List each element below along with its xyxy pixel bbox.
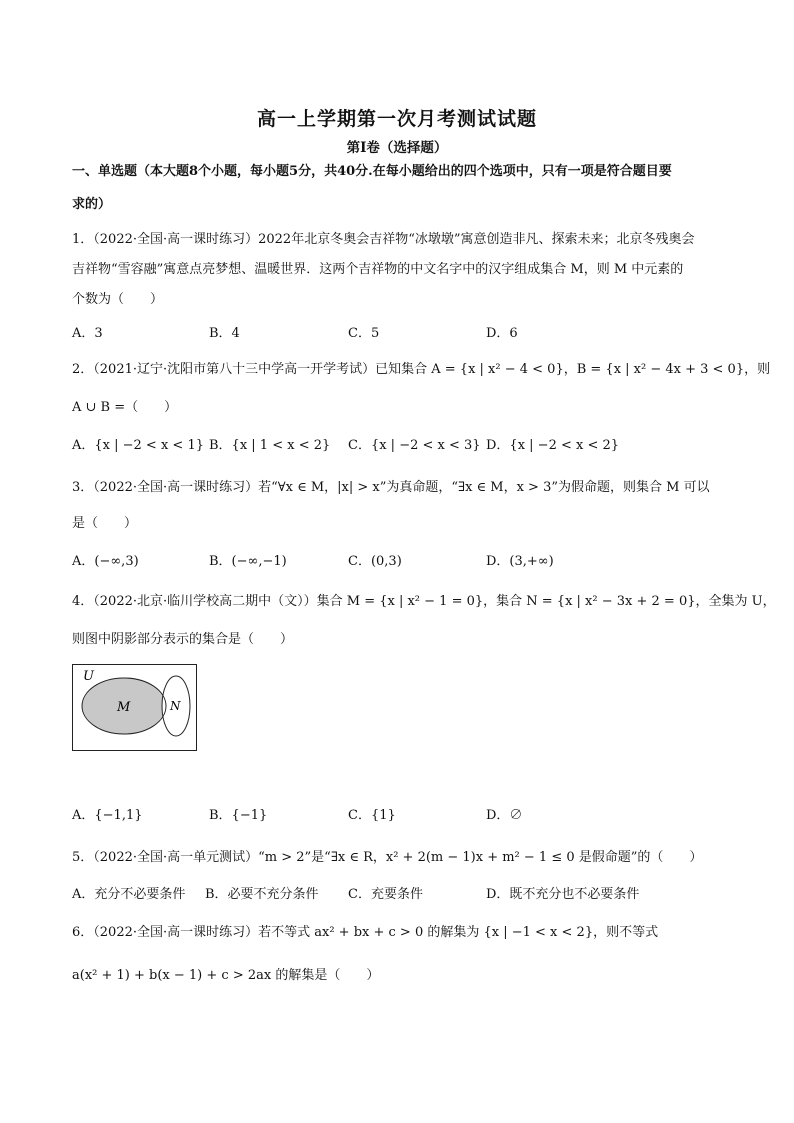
q1-line2: 吉祥物“雪容融”寓意点亮梦想、温暖世界．这两个吉祥物的中文名字中的汉字组成集合 M，则 M 中元素的 bbox=[72, 262, 684, 277]
venn-u-label: U bbox=[83, 669, 94, 684]
q5-option-a: A．充分不必要条件 bbox=[72, 887, 186, 902]
q2-option-d: D．{x | −2 < x < 2} bbox=[486, 438, 620, 453]
q2-option-c: C．{x | −2 < x < 3} bbox=[348, 438, 481, 453]
q2-line2: A ∪ B =（ ） bbox=[72, 400, 178, 415]
q4-line1: 4．（2022·北京·临川学校高二期中（文））集合 M = {x | x² − 1 = 0}，集合 N = {x | x² − 3x + 2 = 0}，全集为 U， bbox=[72, 594, 776, 609]
q6-line2: a(x² + 1) + b(x − 1) + c > 2ax 的解集是（ ） bbox=[72, 968, 380, 983]
q4-line2: 则图中阴影部分表示的集合是（ ） bbox=[72, 632, 294, 647]
q5-option-b: B．必要不充分条件 bbox=[205, 887, 319, 902]
q3-option-a: A．(−∞,3) bbox=[72, 554, 139, 569]
q4-option-d: D．∅ bbox=[486, 808, 523, 823]
q2-option-a: A．{x | −2 < x < 1} bbox=[72, 438, 204, 453]
q3-option-b: B．(−∞,−1) bbox=[209, 554, 287, 569]
q4-option-a: A．{−1,1} bbox=[72, 808, 143, 823]
q3-line2: 是（ ） bbox=[72, 516, 138, 531]
venn-m-label: M bbox=[117, 700, 131, 715]
section-heading-line1: 一、单选题（本大题8个小题，每小题5分，共40分.在每小题给出的四个选项中，只有一项是符合题目要 bbox=[72, 164, 672, 179]
q2-option-b: B．{x | 1 < x < 2} bbox=[209, 438, 331, 453]
page-subtitle: 第Ⅰ卷（选择题） bbox=[346, 140, 448, 156]
q2-line1: 2．（2021·辽宁·沈阳市第八十三中学高一开学考试）已知集合 A = {x | x² − 4 < 0}，B = {x | x² − 4x + 3 < 0}，则 bbox=[72, 362, 771, 377]
q3-option-c: C．(0,3) bbox=[348, 554, 402, 569]
venn-n-label: N bbox=[170, 699, 181, 713]
q6-line1: 6．（2022·全国·高一课时练习）若不等式 ax² + bx + c > 0 的解集为 {x | −1 < x < 2}，则不等式 bbox=[72, 925, 659, 940]
page-title: 高一上学期第一次月考测试试题 bbox=[256, 108, 537, 130]
q1-option-c: C．5 bbox=[348, 326, 380, 341]
q1-option-d: D．6 bbox=[486, 326, 518, 341]
q1-line1: 1．（2022·全国·高一课时练习）2022年北京冬奥会吉祥物“冰墩墩”寓意创造非凡、探索未来；北京冬残奥会 bbox=[72, 232, 695, 247]
q1-option-a: A．3 bbox=[72, 326, 103, 341]
q5-line1: 5．（2022·全国·高一单元测试）“m > 2”是“∃x ∈ R，x² + 2(m − 1)x + m² − 1 ≤ 0 是假命题”的（ ） bbox=[72, 850, 703, 865]
q1-line3: 个数为（ ） bbox=[72, 292, 164, 307]
q4-option-c: C．{1} bbox=[348, 808, 396, 823]
q4-option-b: B．{−1} bbox=[209, 808, 268, 823]
q3-line1: 3．（2022·全国·高一课时练习）若“∀x ∈ M，|x| > x”为真命题，“∃x ∈ M，x > 3”为假命题，则集合 M 可以 bbox=[72, 480, 710, 495]
q5-option-c: C．充要条件 bbox=[348, 887, 423, 902]
section-heading-line2: 求的） bbox=[72, 197, 112, 212]
q1-option-b: B．4 bbox=[209, 326, 240, 341]
venn-diagram bbox=[72, 664, 198, 752]
q3-option-d: D．(3,+∞) bbox=[486, 554, 554, 569]
q5-option-d: D．既不充分也不必要条件 bbox=[486, 887, 640, 902]
